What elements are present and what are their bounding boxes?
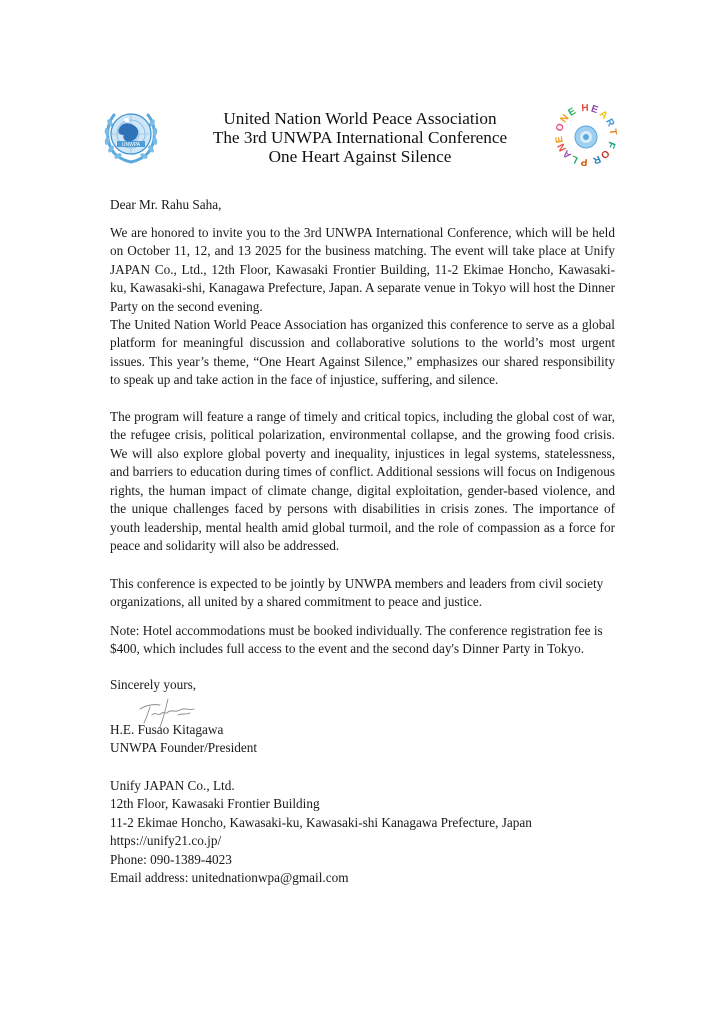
svg-text:R: R [603, 117, 617, 129]
signer-name: H.E. Fusao Kitagawa [110, 722, 224, 737]
un-emblem-label: UNWPA [121, 142, 141, 148]
paragraph-note: Note: Hotel accommodations must be booked individually. The conference registration fee is $400, which includes full access to the event and the second day's Dinner Party in Tokyo. [110, 623, 603, 657]
organization-name: United Nation World Peace Association [223, 109, 497, 128]
contact-floor: 12th Floor, Kawasaki Frontier Building [110, 796, 320, 812]
contact-phone: Phone: 090-1389-4023 [110, 851, 232, 867]
conference-theme: One Heart Against Silence [268, 147, 452, 166]
contact-company: Unify JAPAN Co., Ltd. [110, 778, 235, 793]
svg-text:L: L [569, 152, 580, 166]
paragraph-participants: This conference is expected to be jointly by UNWPA members and leaders from civil society organizations, all united by a shared commitment to peace and justice. [110, 576, 604, 610]
one-heart-for-planet-logo-icon [554, 103, 618, 167]
closing: Sincerely yours, [110, 677, 197, 692]
letterhead-title [160, 109, 560, 166]
svg-text:P: P [580, 155, 588, 167]
svg-text:A: A [597, 108, 610, 122]
conference-name: The 3rd UNWPA International Conference [212, 128, 508, 147]
contact-block [110, 777, 615, 888]
svg-text:R: R [591, 152, 603, 166]
svg-text:E: E [566, 105, 578, 119]
contact-email[interactable]: Email address: unitednationwpa@gmail.com [110, 870, 349, 886]
paragraph-purpose: The United Nation World Peace Association has organized this conference to serve as a global platform for meaningful discussion and collaborative solutions to the world’s most urgent issues. This year’s theme, “One Heart Against Silence,” emphasizes our shared responsibility to speak up and take action in the face of injustice, suffering, and silence. [110, 317, 615, 388]
contact-website-link[interactable]: https://unify21.co.jp/ [110, 833, 222, 849]
signer-title: UNWPA Founder/President [110, 740, 258, 755]
svg-text:N: N [555, 141, 569, 153]
svg-text:N: N [558, 112, 572, 126]
svg-text:F: F [604, 139, 617, 150]
salutation: Dear Mr. Rahu Saha, [110, 197, 222, 212]
svg-text:E: E [589, 103, 600, 117]
un-emblem-logo-icon [102, 105, 160, 165]
svg-text:O: O [554, 122, 567, 133]
contact-address: 11-2 Ekimae Honcho, Kawasaki-ku, Kawasaki-shi Kanagawa Prefecture, Japan [110, 814, 532, 830]
paragraph-program: The program will feature a range of timely and critical topics, including the global cost of war, the refugee crisis, political polarization, environmental collapse, and the growing food crisis. We will also explore global poverty and inequality, injustices in legal systems, statelessness, and barriers to education during times of conflict. Additional sessions will focus on Indigenous rights, the human impact of climate change, digital exploitation, gender-based violence, and the unique challenges faced by persons with disabilities in crisis zones. The importance of youth leadership, mental health amid global turmoil, and the role of compassion as a force for peace and solidarity will also be addressed. [110, 409, 615, 554]
svg-text:E: E [554, 135, 566, 144]
svg-text:H: H [581, 103, 589, 115]
paragraph-invitation: We are honored to invite you to the 3rd UNWPA International Conference, which will be held on October 11, 12, and 13 2025 for the business matching. The event will take place at Unify JAPAN Co., Ltd., 12th Floor, Kawasaki Frontier Building, 11-2 Ekimae Honcho, Kawasaki-ku, Kawasaki-shi, Kanagawa Prefecture, Japan. A separate venue in Tokyo will host the Dinner Party on the second evening. [110, 225, 615, 314]
svg-text:O: O [597, 147, 612, 161]
svg-text:T: T [606, 128, 618, 136]
svg-text:A: A [560, 147, 574, 161]
